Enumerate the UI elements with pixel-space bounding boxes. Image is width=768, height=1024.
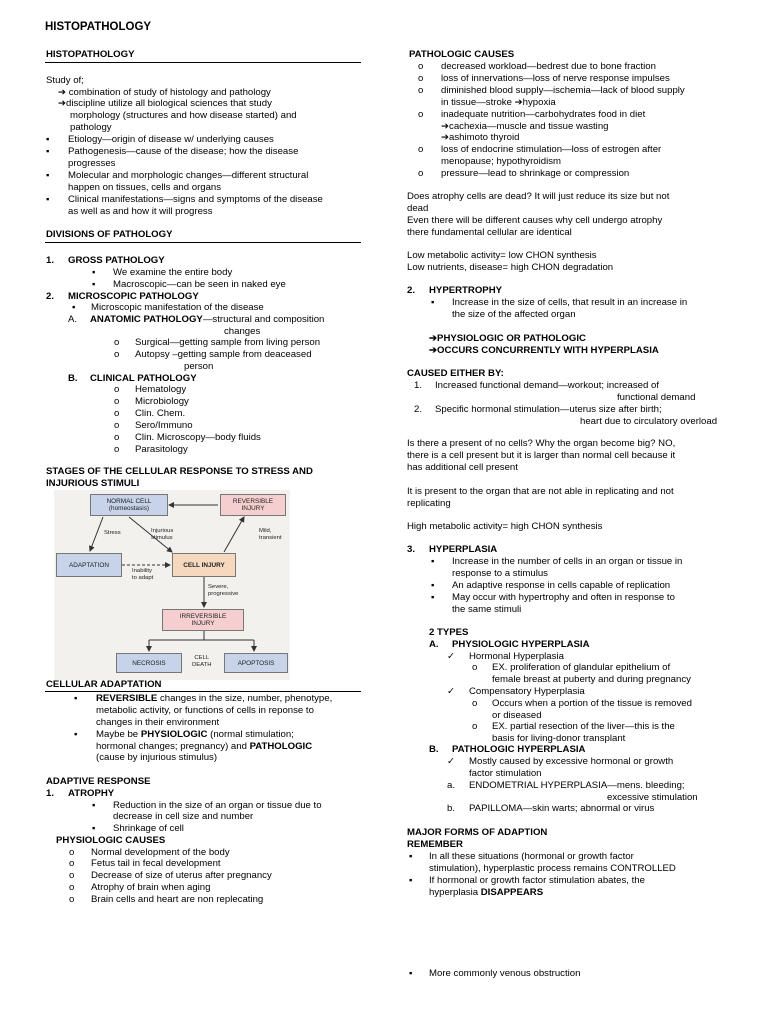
square-bullet-icon: ▪ [431, 297, 435, 308]
paragraph-line: Even there will be different causes why cell undergo atrophy [407, 215, 663, 226]
square-bullet-icon: ▪ [92, 800, 96, 811]
caused-item-cont: functional demand [617, 392, 696, 403]
square-bullet-icon: ▪ [431, 556, 435, 567]
circle-bullet-icon: o [418, 73, 424, 84]
path-cause-cont: in tissue—stroke ➔hypoxia [441, 97, 556, 108]
list-number: 1. [46, 788, 55, 799]
circle-bullet-icon: o [114, 420, 120, 431]
arrow-right-icon: ➔ [58, 87, 67, 98]
type-b-item: PAPILLOMA—skin warts; abnormal or virus [469, 803, 655, 814]
adaptation-item: REVERSIBLE changes in the size, number, phenotype, [96, 693, 333, 704]
square-bullet-icon: ▪ [92, 267, 96, 278]
type-a-item: EX. partial resection of the liver—this is the [492, 721, 675, 732]
last-item: More commonly venous obstruction [429, 968, 581, 979]
type-b-item-cont: excessive stimulation [607, 792, 698, 803]
document-title: HISTOPATHOLOGY [45, 21, 152, 33]
path-cause: diminished blood supply—ischemia—lack of blood supply [441, 85, 685, 96]
square-bullet-icon: ▪ [431, 580, 435, 591]
checkmark-icon: ✓ [447, 686, 456, 697]
arrow-item: ➔PHYSIOLOGIC OR PATHOLOGIC [429, 333, 586, 344]
paragraph-line: Is there a present of no cells? Why the organ become big? NO, [407, 438, 676, 449]
adaptation-item-cont: hormonal changes; pregnancy) and PATHOLOGIC [96, 741, 313, 752]
study-item-cont: pathology [70, 122, 112, 133]
list-letter: B. [429, 744, 439, 755]
path-cause: inadequate nutrition—carbohydrates food in diet [441, 109, 646, 120]
physiologic-hyperplasia-label: PHYSIOLOGIC HYPERPLASIA [452, 639, 590, 650]
inability-to-adapt-label: Inability to adapt [132, 568, 154, 581]
list-letter: A. [68, 314, 78, 325]
normal-cell-box: NORMAL CELL (homeostasis) [90, 494, 168, 516]
circle-bullet-icon: o [69, 894, 75, 905]
bullet-text: as well as and how it will progress [68, 206, 213, 217]
gross-item: We examine the entire body [113, 267, 233, 278]
diagram-arrows [54, 490, 290, 680]
list-number: 2. [407, 285, 416, 296]
list-number: 1. [46, 255, 55, 266]
list-number: 1. [414, 380, 423, 391]
circle-bullet-icon: o [418, 168, 424, 179]
atrophy-item: Shrinkage of cell [113, 823, 184, 834]
phys-cause: Normal development of the body [91, 847, 230, 858]
paragraph-line: there fundamental cellular are identical [407, 227, 572, 238]
bullet-text: happen on tissues, cells and organs [68, 182, 222, 193]
arrow-right-icon: ➔ [514, 97, 523, 108]
list-letter: b. [447, 803, 456, 814]
anatomic-item-cont: person [184, 361, 214, 372]
bullet-text: progresses [68, 158, 116, 169]
path-cause: decreased workload—bedrest due to bone fraction [441, 61, 656, 72]
anatomic-item: Surgical—getting sample from living person [135, 337, 321, 348]
square-bullet-icon: ▪ [46, 146, 50, 157]
adaptation-item: Maybe be PHYSIOLOGIC (normal stimulation; [96, 729, 294, 740]
arrow-item: ➔OCCURS CONCURRENTLY WITH HYPERPLASIA [429, 345, 659, 356]
study-item: ➔ combination of study of histology and pathology [58, 87, 271, 98]
clinical-item: Hematology [135, 384, 187, 395]
circle-bullet-icon: o [418, 144, 424, 155]
mild-transient-label: Mild, transient [259, 528, 282, 541]
circle-bullet-icon: o [114, 396, 120, 407]
square-bullet-icon: ▪ [46, 170, 50, 181]
checkmark-icon: ✓ [447, 756, 456, 767]
atrophy-item: Reduction in the size of an organ or tissue due to [113, 800, 322, 811]
circle-bullet-icon: o [114, 408, 120, 419]
caused-item: Increased functional demand—workout; increased of [435, 380, 659, 391]
microscopic-pathology-label: MICROSCOPIC PATHOLOGY [68, 291, 199, 302]
clinical-item: Microbiology [135, 396, 189, 407]
paragraph-line: has additional cell present [407, 462, 518, 473]
paragraph-line: High metabolic activity= high CHON synthesis [407, 521, 603, 532]
paragraph-line: Does atrophy cells are dead? It will just reduce its size but not [407, 191, 670, 202]
stages-heading-cont: INJURIOUS STIMULI [46, 478, 140, 489]
circle-bullet-icon: o [114, 337, 120, 348]
cell-injury-box: CELL INJURY [172, 553, 236, 577]
study-item-cont: morphology (structures and how disease started) and [70, 110, 297, 121]
paragraph-line: dead [407, 203, 429, 214]
caused-item-cont: heart due to circulatory overload [580, 416, 718, 427]
paragraph-line: Low nutrients, disease= high CHON degradation [407, 262, 614, 273]
path-cause-sub: ➔ashimoto thyroid [441, 132, 520, 143]
cellular-response-diagram [54, 490, 290, 680]
necrosis-box: NECROSIS [116, 653, 182, 673]
type-b-item: Mostly caused by excessive hormonal or growth [469, 756, 674, 767]
reversible-injury-box: REVERSIBLE INJURY [220, 494, 286, 516]
cellular-adaptation-heading: CELLULAR ADAPTATION [46, 679, 162, 690]
adaptive-response-heading: ADAPTIVE RESPONSE [46, 776, 151, 787]
square-bullet-icon: ▪ [409, 851, 413, 862]
phys-cause: Brain cells and heart are non replecating [91, 894, 264, 905]
hypertrophy-item-cont: the size of the affected organ [452, 309, 576, 320]
list-number: 2. [46, 291, 55, 302]
types-heading: 2 TYPES [429, 627, 469, 638]
physiologic-causes-heading: PHYSIOLOGIC CAUSES [56, 835, 166, 846]
remember-item-cont: stimulation), hyperplastic process remains CONTROLLED [429, 863, 676, 874]
anatomic-cont: changes [224, 326, 261, 337]
remember-item: If hormonal or growth factor stimulation abates, the [429, 875, 645, 886]
type-a-item-cont: basis for living-donor transplant [492, 733, 626, 744]
square-bullet-icon: ▪ [46, 194, 50, 205]
hypertrophy-item: Increase in the size of cells, that result in an increase in [452, 297, 688, 308]
remember-heading: REMEMBER [407, 839, 463, 850]
hypertrophy-label: HYPERTROPHY [429, 285, 503, 296]
circle-bullet-icon: o [418, 85, 424, 96]
injurious-stimulus-label: Injurious stimulus [151, 528, 174, 541]
circle-bullet-icon: o [114, 384, 120, 395]
caused-item: Specific hormonal stimulation—uterus size after birth; [435, 404, 662, 415]
square-bullet-icon: ▪ [92, 279, 96, 290]
circle-bullet-icon: o [472, 721, 478, 732]
severe-progressive-label: Severe, progressive [208, 584, 239, 597]
type-a-item: Compensatory Hyperplasia [469, 686, 585, 697]
phys-cause: Atrophy of brain when aging [91, 882, 211, 893]
type-a-item: Hormonal Hyperplasia [469, 651, 564, 662]
type-a-item: EX. proliferation of glandular epithelium of [492, 662, 671, 673]
path-cause: loss of innervations—loss of nerve response impulses [441, 73, 670, 84]
irreversible-injury-box: IRREVERSIBLE INJURY [162, 609, 244, 631]
heading-rule [45, 691, 361, 692]
atrophy-item-cont: decrease in cell size and number [113, 811, 254, 822]
pathologic-hyperplasia-label: PATHOLOGIC HYPERPLASIA [452, 744, 586, 755]
study-of-label: Study of; [46, 75, 84, 86]
circle-bullet-icon: o [69, 847, 75, 858]
anatomic-pathology-line: ANATOMIC PATHOLOGY—structural and composition [90, 314, 325, 325]
phys-cause: Decrease of size of uterus after pregnancy [91, 870, 272, 881]
circle-bullet-icon: o [114, 432, 120, 443]
checkmark-icon: ✓ [447, 651, 456, 662]
atrophy-label: ATROPHY [68, 788, 115, 799]
square-bullet-icon: ▪ [46, 134, 50, 145]
bullet-text: Etiology—origin of disease w/ underlying causes [68, 134, 274, 145]
pathologic-causes-heading: PATHOLOGIC CAUSES [409, 49, 515, 60]
phys-cause: Fetus tail in fecal development [91, 858, 221, 869]
bullet-text: Molecular and morphologic changes—different structural [68, 170, 309, 181]
gross-pathology-label: GROSS PATHOLOGY [68, 255, 165, 266]
path-cause: pressure—lead to shrinkage or compression [441, 168, 630, 179]
path-cause-sub: ➔cachexia—muscle and tissue wasting [441, 121, 609, 132]
heading-rule [45, 242, 361, 243]
divisions-heading: DIVISIONS OF PATHOLOGY [46, 229, 173, 240]
adaptation-item-cont: changes in their environment [96, 717, 220, 728]
clinical-item: Clin. Microscopy—body fluids [135, 432, 261, 443]
square-bullet-icon: ▪ [92, 823, 96, 834]
adaptation-box: ADAPTATION [56, 553, 122, 577]
square-bullet-icon: ▪ [409, 875, 413, 886]
gross-item: Macroscopic—can be seen in naked eye [113, 279, 286, 290]
type-b-item-cont: factor stimulation [469, 768, 542, 779]
arrow-right-icon: ➔ [441, 132, 450, 143]
hyperplasia-item: An adaptive response in cells capable of replication [452, 580, 671, 591]
circle-bullet-icon: o [418, 61, 424, 72]
histopathology-heading: HISTOPATHOLOGY [46, 49, 135, 60]
hyperplasia-item-cont: the same stimuli [452, 604, 522, 615]
anatomic-item: Autopsy –getting sample from deaceased [135, 349, 312, 360]
arrow-right-icon: ➔ [429, 333, 438, 344]
paragraph-line: there is a cell present but it is larger than normal cell because it [407, 450, 676, 461]
type-a-item-cont: female breast at puberty and during pregnancy [492, 674, 691, 685]
square-bullet-icon: ▪ [74, 729, 78, 740]
type-a-item-cont: or diseased [492, 710, 542, 721]
type-a-item: Occurs when a portion of the tissue is removed [492, 698, 692, 709]
clinical-item: Parasitology [135, 444, 188, 455]
hyperplasia-label: HYPERPLASIA [429, 544, 498, 555]
list-letter: B. [68, 373, 78, 384]
list-number: 3. [407, 544, 416, 555]
square-bullet-icon: ▪ [72, 302, 76, 313]
list-letter: a. [447, 780, 456, 791]
circle-bullet-icon: o [114, 349, 120, 360]
caused-either-heading: CAUSED EITHER BY: [407, 368, 504, 379]
clinical-pathology-label: CLINICAL PATHOLOGY [90, 373, 197, 384]
circle-bullet-icon: o [69, 870, 75, 881]
hyperplasia-item-cont: response to a stimulus [452, 568, 548, 579]
circle-bullet-icon: o [472, 662, 478, 673]
apoptosis-box: APOPTOSIS [224, 653, 288, 673]
micro-item: Microscopic manifestation of the disease [91, 302, 264, 313]
list-number: 2. [414, 404, 423, 415]
circle-bullet-icon: o [114, 444, 120, 455]
hyperplasia-item: Increase in the number of cells in an organ or tissue in [452, 556, 683, 567]
major-forms-heading: MAJOR FORMS OF ADAPTION [407, 827, 548, 838]
paragraph-line: replicating [407, 498, 451, 509]
adaptation-item-cont: metabolic activity, or functions of cells in reponse to [96, 705, 314, 716]
arrow-right-icon: ➔ [429, 345, 438, 356]
paragraph-line: Low metabolic activity= low CHON synthesis [407, 250, 597, 261]
bullet-text: Pathogenesis—cause of the disease; how the disease [68, 146, 299, 157]
stages-heading: STAGES OF THE CELLULAR RESPONSE TO STRESS AND [46, 466, 313, 477]
circle-bullet-icon: o [418, 109, 424, 120]
square-bullet-icon: ▪ [431, 592, 435, 603]
remember-item: In all these situations (hormonal or growth factor [429, 851, 634, 862]
clinical-item: Sero/Immuno [135, 420, 193, 431]
stress-label: Stress [104, 530, 121, 536]
square-bullet-icon: ▪ [409, 968, 413, 979]
path-cause-cont: menopause; hypothyroidism [441, 156, 561, 167]
square-bullet-icon: ▪ [74, 693, 78, 704]
circle-bullet-icon: o [472, 698, 478, 709]
heading-rule [45, 62, 361, 63]
remember-item-cont: hyperplasia DISAPPEARS [429, 887, 544, 898]
study-item: ➔discipline utilize all biological sciences that study [58, 98, 272, 109]
clinical-item: Clin. Chem. [135, 408, 186, 419]
arrow-right-icon: ➔ [58, 98, 67, 109]
type-b-item: ENDOMETRIAL HYPERPLASIA—mens. bleeding; [469, 780, 685, 791]
cell-death-label: CELL DEATH [192, 655, 212, 668]
adaptation-item-cont: (cause by injurious stimulus) [96, 752, 218, 763]
arrow-right-icon: ➔ [441, 121, 450, 132]
circle-bullet-icon: o [69, 858, 75, 869]
hyperplasia-item: May occur with hypertrophy and often in response to [452, 592, 675, 603]
bullet-text: Clinical manifestations—signs and symptoms of the disease [68, 194, 323, 205]
circle-bullet-icon: o [69, 882, 75, 893]
paragraph-line: It is present to the organ that are not able in replicating and not [407, 486, 674, 497]
list-letter: A. [429, 639, 439, 650]
path-cause: loss of endocrine stimulation—loss of estrogen after [441, 144, 662, 155]
